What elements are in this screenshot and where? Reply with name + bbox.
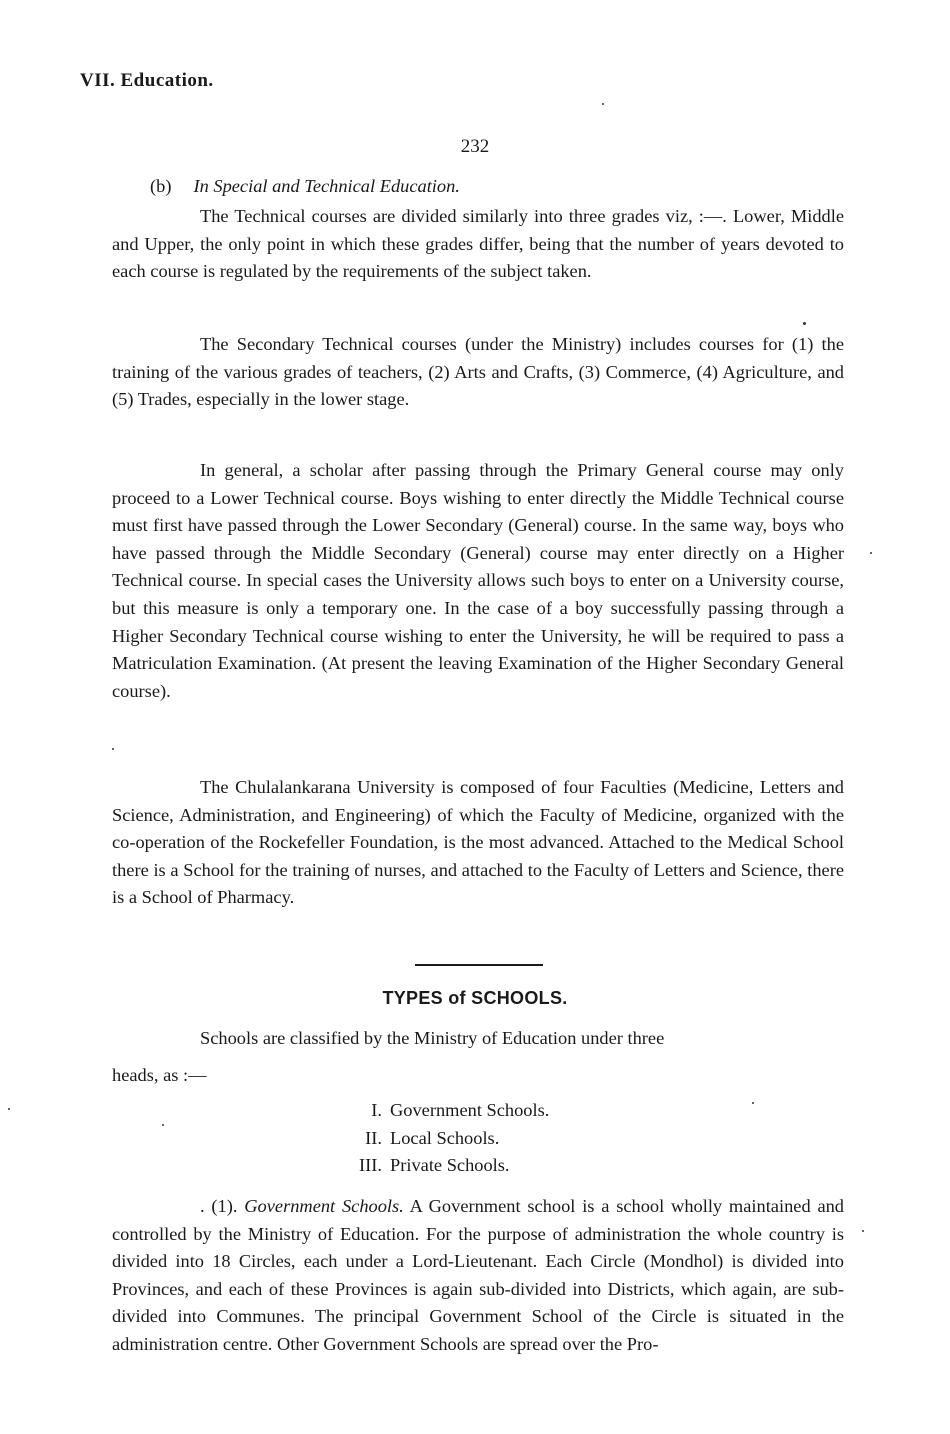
gov-para-lead: . (1). <box>200 1196 238 1216</box>
list-item <box>330 1152 549 1180</box>
print-speck <box>870 552 872 554</box>
types-of-schools-heading: TYPES of SCHOOLS. <box>382 988 568 1008</box>
list-item-label: Government Schools. <box>390 1100 550 1120</box>
school-types-list <box>330 1097 549 1180</box>
list-item-number: I. <box>371 1100 382 1120</box>
paragraph-university: The Chulalankarana University is composed of four Faculties (Medicine, Letters and Science, Administration, and Engineering) of which the Faculty of Medicine, organized with the co-operation of the Rockefeller Foundation, is the most advanced. Attached to the Medical School there is a School for the training of nurses, and attached to the Faculty of Letters and Science, there is a School of Pharmacy. <box>112 777 844 908</box>
section-heading <box>150 176 460 197</box>
list-item <box>330 1125 549 1153</box>
print-speck <box>862 1230 864 1232</box>
print-speck <box>602 103 604 105</box>
section-divider <box>415 964 543 966</box>
print-speck <box>162 1124 164 1126</box>
print-speck <box>8 1108 10 1110</box>
section-title: In Special and Technical Education. <box>193 176 460 196</box>
gov-para-text: A Government school is a school wholly maintained and controlled by the Ministry of Education. For the purpose of administration the whole country is divided into 18 Circles, each under a Lord-Lieutenant. Each Circle (Mondhol) is divided into Provinces, and each of these Provinces is again sub-divided into Districts, which again, are sub-divided into Communes. The principal Government School of the Circle is situated in the administration centre. Other Government Schools are spread over the Pro- <box>112 1196 844 1354</box>
types-intro-continuation: heads, as :— <box>112 1065 207 1085</box>
list-item-label: Local Schools. <box>390 1127 500 1148</box>
page-number: 232 <box>460 136 490 157</box>
paragraph-general-scholar: In general, a scholar after passing through the Primary General course may only proceed to a Lower Technical course. Boys wishing to enter directly the Middle Technical course must first have passed through the Lower Secondary (General) course. In the same way, boys who have passed through the Middle Secondary (General) course may enter directly on a Higher Technical course. In special cases the University allows such boys to enter on a University course, but this measure is only a temporary one. In the case of a boy successfully passing through a Higher Secondary Technical course wishing to enter the University, he will be required to pass a Matriculation Examination. (At present the leaving Examination of the Higher Secondary General course). <box>112 460 844 701</box>
print-speck <box>752 1102 754 1104</box>
list-item-number: II. <box>365 1127 382 1148</box>
running-head: VII. Education. <box>80 70 214 91</box>
paragraph-technical-courses: The Technical courses are divided similarly into three grades viz, :—. Lower, Middle and Upper, the only point in which these grades differ, being that the number of years devoted to each course is regulated by the requirements of the subject taken. <box>112 206 844 282</box>
list-item-number: III. <box>359 1155 382 1176</box>
section-marker: (b) <box>150 176 172 196</box>
list-item-label: Private Schools. <box>390 1155 510 1176</box>
gov-para-title: Government Schools. <box>244 1196 404 1216</box>
paragraph-secondary-technical: The Secondary Technical courses (under the Ministry) includes courses for (1) the training of the various grades of teachers, (2) Arts and Crafts, (3) Commerce, (4) Agriculture, and (5) Trades, especially in the lower stage. <box>112 334 844 410</box>
print-speck <box>803 322 806 325</box>
types-intro: Schools are classified by the Ministry of Education under three <box>200 1028 665 1048</box>
paragraph-government-schools <box>112 1193 844 1359</box>
print-speck <box>112 748 114 750</box>
list-item <box>330 1097 549 1125</box>
